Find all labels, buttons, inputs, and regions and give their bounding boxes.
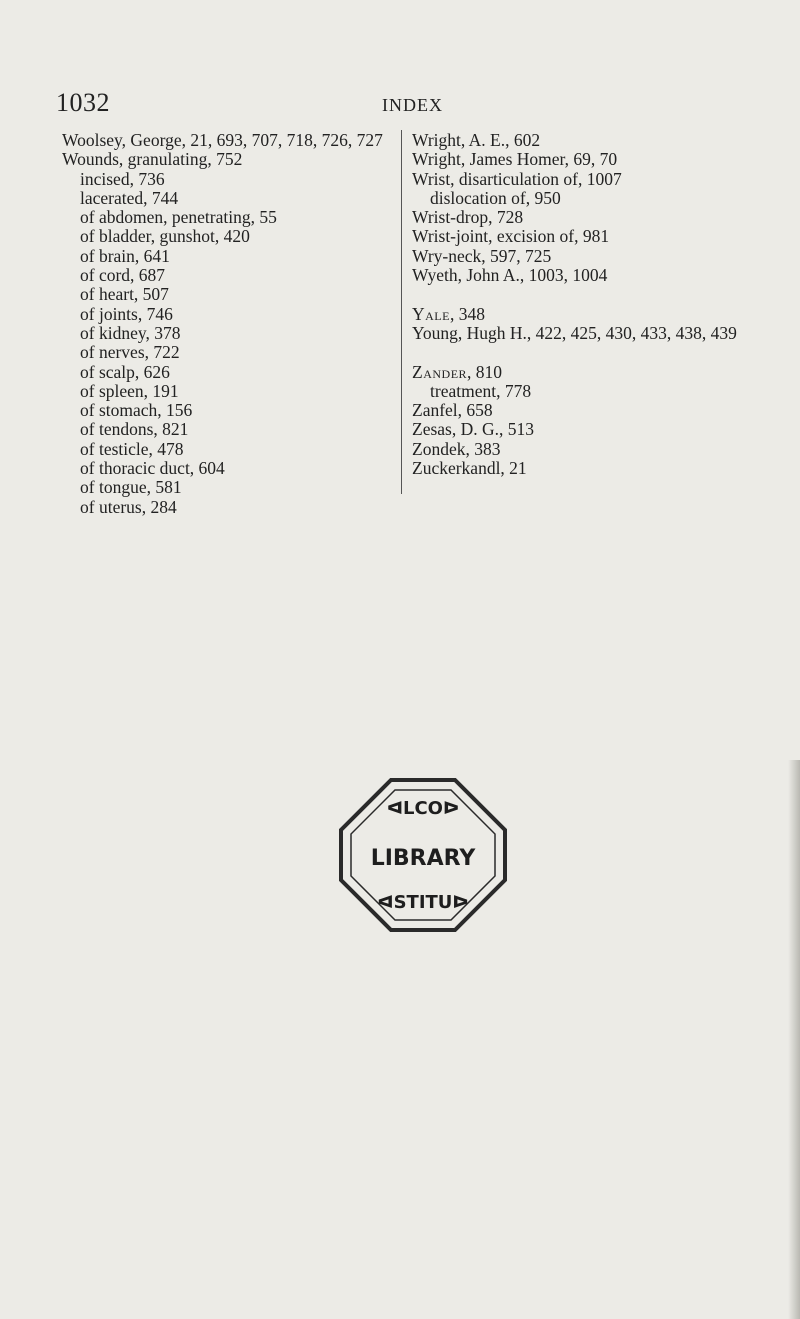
page-number: 1032 bbox=[56, 88, 110, 117]
index-subentry: of scalp, 626 bbox=[80, 361, 170, 382]
index-entry-wyeth: Wyeth, John A., 1003, 1004 bbox=[412, 265, 608, 286]
index-entry-wrist-joint: Wrist-joint, excision of, 981 bbox=[412, 226, 610, 247]
index-subentry: of cord, 687 bbox=[80, 265, 166, 286]
index-entry-zuckerkandl: Zuckerkandl, 21 bbox=[412, 458, 527, 479]
index-subentry: dislocation of, 950 bbox=[430, 187, 561, 208]
stamp-ring-text-bottom: ᐊSTITUᐅ bbox=[377, 892, 469, 913]
index-subentry: of thoracic duct, 604 bbox=[80, 458, 225, 479]
index-entry-wounds: Wounds, granulating, 752 bbox=[62, 149, 243, 170]
index-entry-zander bbox=[412, 363, 792, 382]
letter-gap bbox=[412, 343, 792, 362]
letter-gap bbox=[412, 285, 792, 304]
index-entry-woolsey: Woolsey, George, 21, 693, 707, 718, 726, 727 bbox=[62, 130, 383, 150]
index-subentry: of spleen, 191 bbox=[80, 380, 179, 401]
index-subentry: of heart, 507 bbox=[80, 284, 169, 305]
index-subentry: incised, 736 bbox=[80, 168, 165, 189]
index-entry-pages: , 810 bbox=[467, 361, 503, 382]
index-subentry: of abdomen, penetrating, 55 bbox=[80, 207, 277, 228]
index-subentry: of tongue, 581 bbox=[80, 477, 182, 498]
index-subentry: of kidney, 378 bbox=[80, 322, 181, 343]
index-entry-wright-ae: Wright, A. E., 602 bbox=[412, 130, 541, 150]
index-subentry: of joints, 746 bbox=[80, 303, 173, 324]
index-entry-zanfel: Zanfel, 658 bbox=[412, 400, 493, 421]
index-entry-zesas: Zesas, D. G., 513 bbox=[412, 419, 534, 440]
index-entry-wright-jh: Wright, James Homer, 69, 70 bbox=[412, 149, 618, 170]
index-subentry: lacerated, 744 bbox=[80, 187, 179, 208]
index-subentry: of uterus, 284 bbox=[80, 496, 177, 517]
index-entry-name: Zander bbox=[412, 361, 468, 382]
index-entry-pages: , 348 bbox=[449, 303, 485, 324]
stamp-ring-text-top: ᐊLCOᐅ bbox=[386, 798, 460, 819]
stamp-label: LIBRARY bbox=[370, 846, 476, 871]
index-entry-wry-neck: Wry-neck, 597, 725 bbox=[412, 245, 552, 266]
index-subentry: of testicle, 478 bbox=[80, 438, 184, 459]
index-entry-zondek: Zondek, 383 bbox=[412, 438, 501, 459]
library-stamp bbox=[333, 772, 513, 938]
index-entry-name: Yale bbox=[412, 303, 450, 324]
index-column-left bbox=[62, 131, 402, 517]
index-entry-wrist-drop: Wrist-drop, 728 bbox=[412, 207, 524, 228]
index-entry-young: Young, Hugh H., 422, 425, 430, 433, 438, 439 bbox=[412, 322, 737, 343]
index-entry-yale bbox=[412, 305, 792, 324]
index-entry-wrist: Wrist, disarticulation of, 1007 bbox=[412, 168, 622, 189]
index-subentry: of nerves, 722 bbox=[80, 342, 180, 363]
running-head: INDEX bbox=[382, 95, 443, 115]
index-subentry: of stomach, 156 bbox=[80, 400, 193, 421]
index-subentry: of tendons, 821 bbox=[80, 419, 189, 440]
index-subentry: of brain, 641 bbox=[80, 245, 170, 266]
index-column-right bbox=[412, 131, 792, 478]
page-edge-shadow bbox=[788, 760, 800, 1319]
index-subentry: treatment, 778 bbox=[430, 380, 532, 401]
index-subentry: of bladder, gunshot, 420 bbox=[80, 226, 250, 247]
